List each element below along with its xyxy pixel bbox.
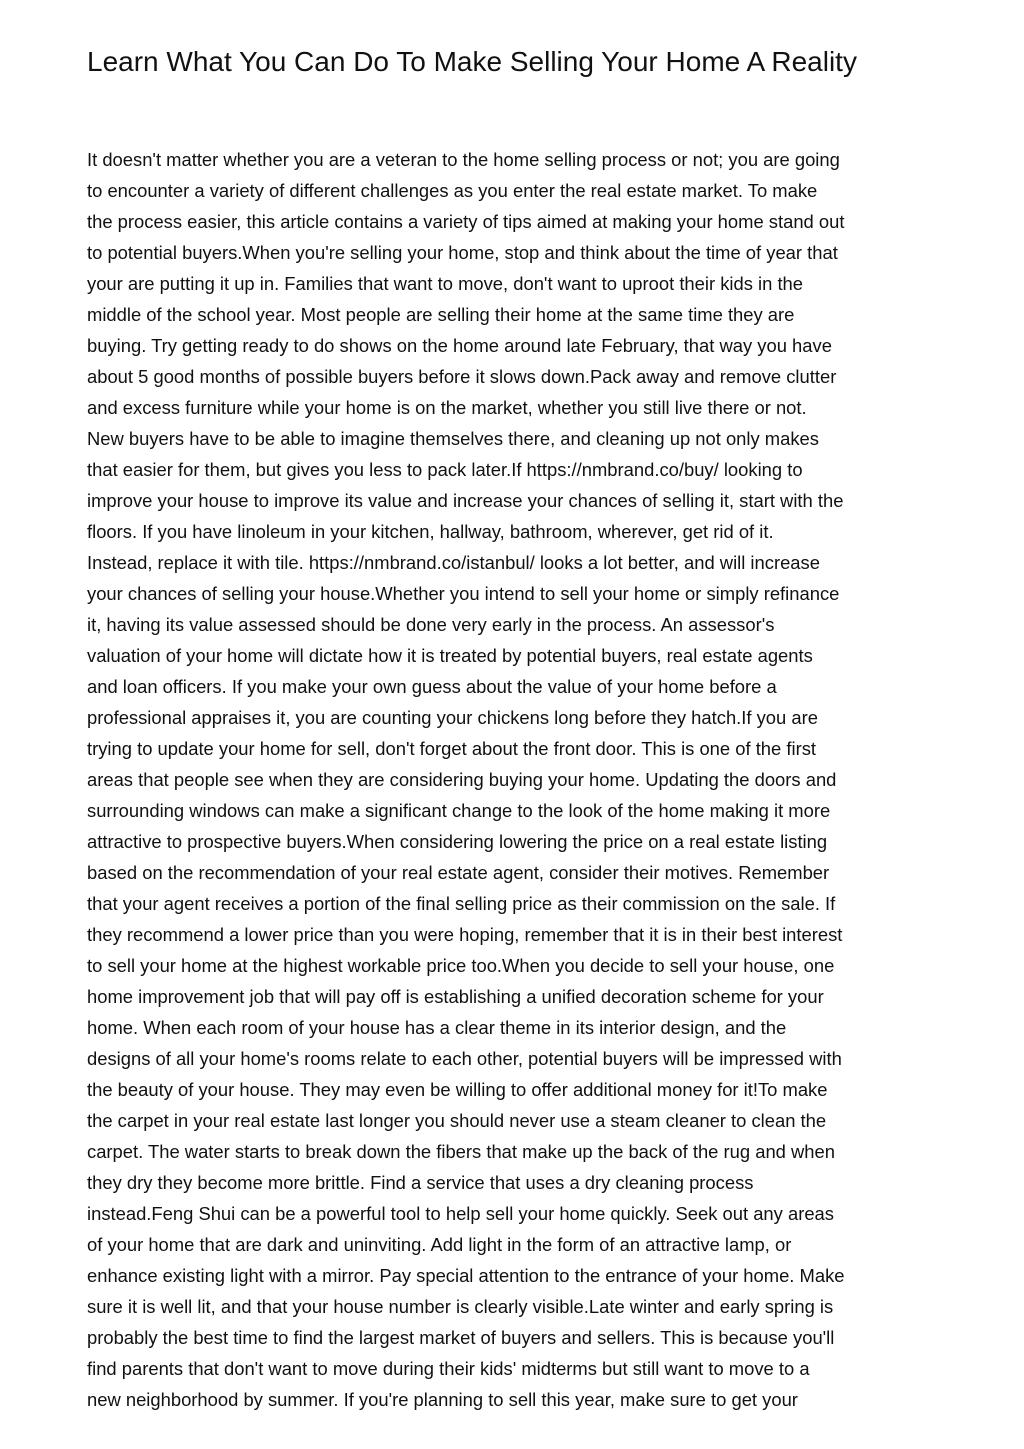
body-text-line: enhance existing light with a mirror. Pay special attention to the entrance of your home. Make [87, 1265, 845, 1286]
body-text-line: home improvement job that will pay off is establishing a unified decoration scheme for your [87, 986, 824, 1007]
body-text-line: areas that people see when they are considering buying your home. Updating the doors and [87, 769, 837, 790]
body-text-line: Instead, replace it with tile. https://nmbrand.co/istanbul/ looks a lot better, and will increase [87, 552, 820, 573]
body-text-line: attractive to prospective buyers.When considering lowering the price on a real estate listing [87, 831, 828, 852]
article-body [87, 144, 967, 1415]
body-text-line: find parents that don't want to move during their kids' midterms but still want to move to a [87, 1358, 810, 1379]
body-text-line: about 5 good months of possible buyers before it slows down.Pack away and remove clutter [87, 366, 837, 387]
body-text-line: your chances of selling your house.Whether you intend to sell your home or simply refinance [87, 583, 840, 604]
body-text-line: It doesn't matter whether you are a veteran to the home selling process or not; you are going [87, 149, 840, 170]
body-text-line: and loan officers. If you make your own guess about the value of your home before a [87, 676, 777, 697]
body-text-line: they dry they become more brittle. Find a service that uses a dry cleaning process [87, 1172, 754, 1193]
body-text-line: home. When each room of your house has a clear theme in its interior design, and the [87, 1017, 787, 1038]
body-text-line: professional appraises it, you are counting your chickens long before they hatch.If you are [87, 707, 818, 728]
body-text-line: your are putting it up in. Families that want to move, don't want to uproot their kids in the [87, 273, 804, 294]
body-text-line: valuation of your home will dictate how it is treated by potential buyers, real estate agents [87, 645, 813, 666]
body-text-line: the carpet in your real estate last longer you should never use a steam cleaner to clean the [87, 1110, 827, 1131]
body-text-line: probably the best time to find the largest market of buyers and sellers. This is because you'll [87, 1327, 835, 1348]
body-text-line: that easier for them, but gives you less to pack later.If https://nmbrand.co/buy/ looking to [87, 459, 803, 480]
body-text-line: the process easier, this article contains a variety of tips aimed at making your home stand out [87, 211, 845, 232]
body-text-line: New buyers have to be able to imagine themselves there, and cleaning up not only makes [87, 428, 819, 449]
body-text-line: buying. Try getting ready to do shows on the home around late February, that way you have [87, 335, 832, 356]
body-text-line: trying to update your home for sell, don't forget about the front door. This is one of the first [87, 738, 816, 759]
body-text-line: the beauty of your house. They may even be willing to offer additional money for it!To make [87, 1079, 828, 1100]
body-text-line: that your agent receives a portion of the final selling price as their commission on the sale. If [87, 893, 836, 914]
body-text-line: to sell your home at the highest workable price too.When you decide to sell your house, one [87, 955, 835, 976]
body-text-line: carpet. The water starts to break down the fibers that make up the back of the rug and when [87, 1141, 835, 1162]
body-text-line: floors. If you have linoleum in your kitchen, hallway, bathroom, wherever, get rid of it. [87, 521, 774, 542]
body-text-line: instead.Feng Shui can be a powerful tool to help sell your home quickly. Seek out any areas [87, 1203, 834, 1224]
document-title: Learn What You Can Do To Make Selling Your Home A Reality [87, 46, 857, 77]
body-text-line: to encounter a variety of different challenges as you enter the real estate market. To make [87, 180, 818, 201]
body-text-line: middle of the school year. Most people are selling their home at the same time they are [87, 304, 795, 325]
body-text-line: surrounding windows can make a significant change to the look of the home making it more [87, 800, 831, 821]
body-text-line: to potential buyers.When you're selling your home, stop and think about the time of year that [87, 242, 838, 263]
body-text-line: improve your house to improve its value and increase your chances of selling it, start with the [87, 490, 844, 511]
body-text-line: based on the recommendation of your real estate agent, consider their motives. Remember [87, 862, 830, 883]
body-text-line: of your home that are dark and uninviting. Add light in the form of an attractive lamp, or [87, 1234, 792, 1255]
body-text-line: and excess furniture while your home is on the market, whether you still live there or not. [87, 397, 807, 418]
body-text-line: designs of all your home's rooms relate to each other, potential buyers will be impressed with [87, 1048, 842, 1069]
body-text-line: they recommend a lower price than you were hoping, remember that it is in their best interest [87, 924, 843, 945]
body-text-line: sure it is well lit, and that your house number is clearly visible.Late winter and early spring is [87, 1296, 834, 1317]
body-text-line: it, having its value assessed should be done very early in the process. An assessor's [87, 614, 775, 635]
body-text-line: new neighborhood by summer. If you're planning to sell this year, make sure to get your [87, 1389, 798, 1410]
